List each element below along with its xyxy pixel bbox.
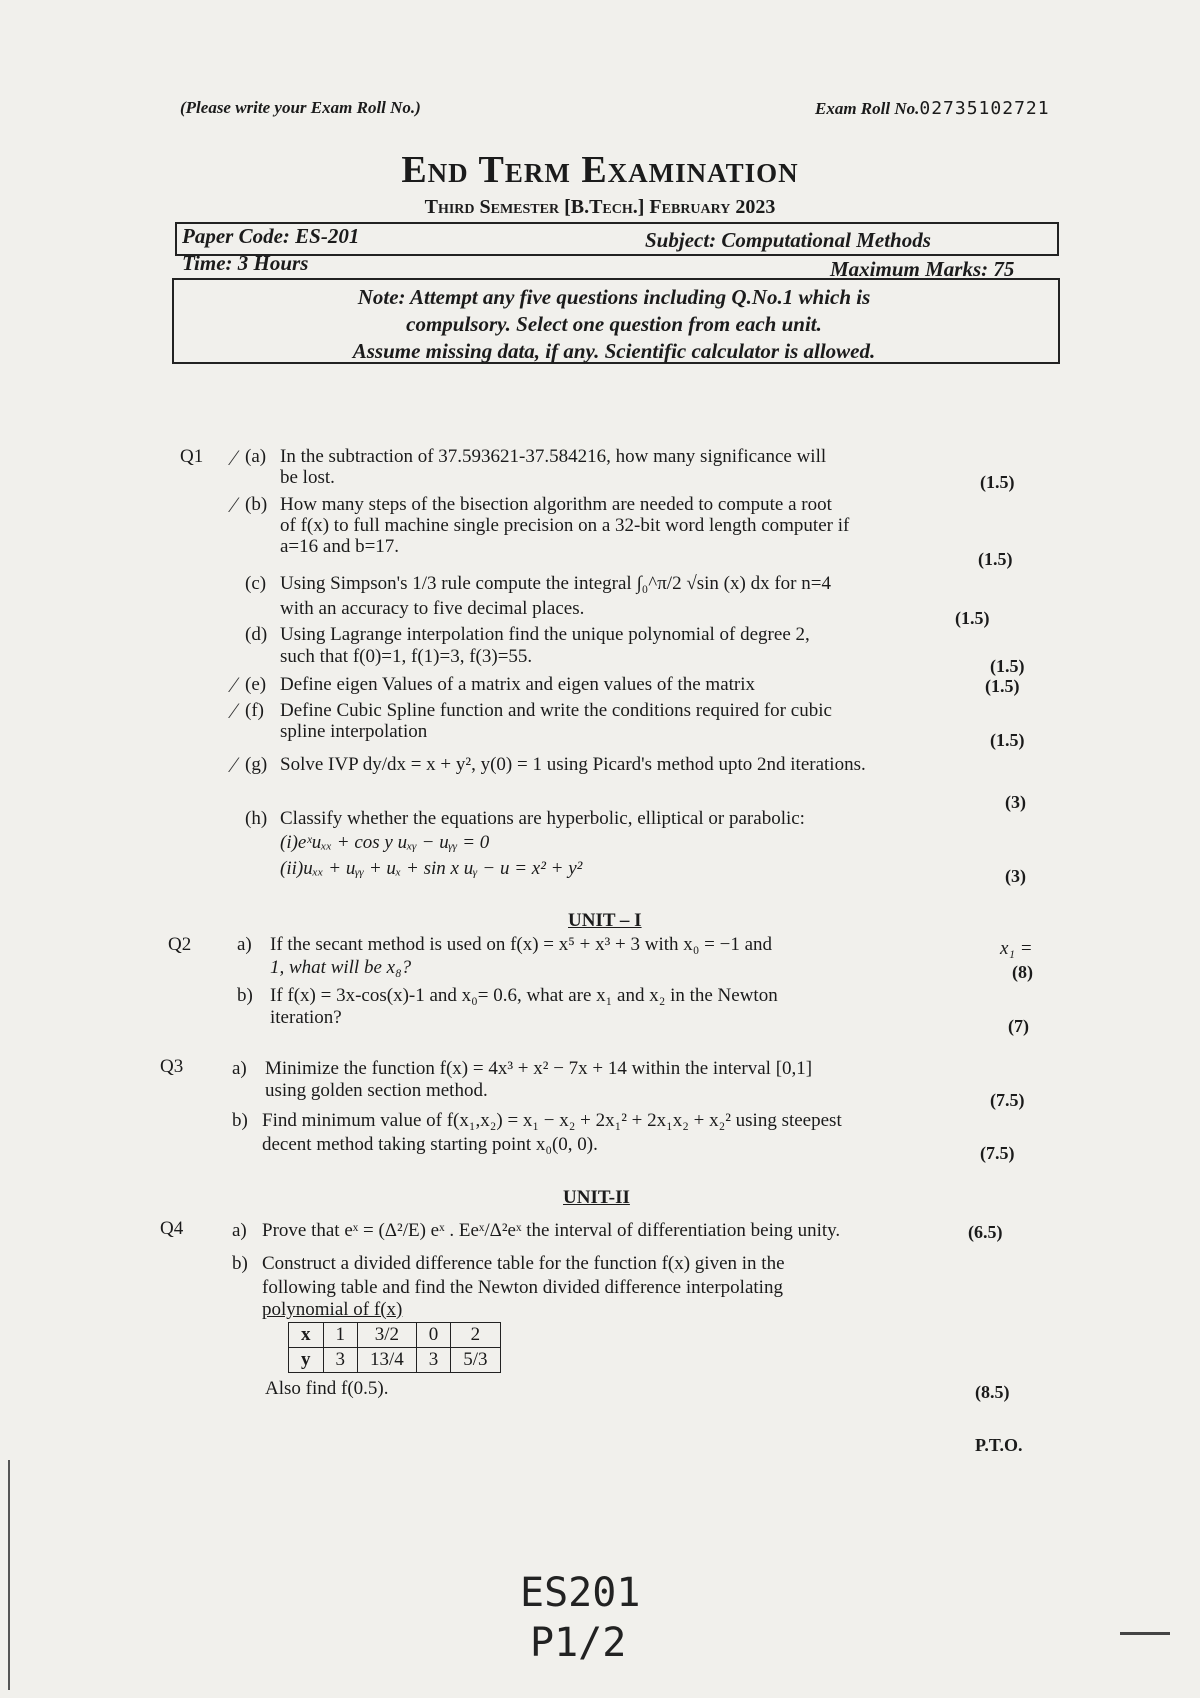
q3a-line-1: Minimize the function f(x) = 4x³ + x² − 7x + 14 within the interval [0,1] bbox=[265, 1058, 813, 1079]
q2a-line-2: 1, what will be x₈? bbox=[270, 957, 412, 978]
q2b-marks: (7) bbox=[1008, 1016, 1029, 1036]
q4b-line-1: Construct a divided difference table for the function f(x) given in the bbox=[262, 1253, 785, 1274]
q4b-marks: (8.5) bbox=[975, 1382, 1010, 1402]
paper-code: Paper Code: ES-201 bbox=[182, 224, 360, 248]
q1g-label: (g) bbox=[245, 754, 268, 775]
roll-value: 02735102721 bbox=[919, 98, 1050, 119]
roll-label: Exam Roll No. bbox=[815, 99, 920, 118]
q1-number: Q1 bbox=[180, 446, 204, 467]
max-marks: Maximum Marks: 75 bbox=[830, 257, 1015, 281]
q1a-line-2: be lost. bbox=[280, 467, 335, 488]
q1b-line-3: a=16 and b=17. bbox=[280, 536, 400, 557]
subject: Subject: Computational Methods bbox=[645, 228, 931, 252]
q1f-line-2: spline interpolation bbox=[280, 721, 428, 742]
q3a-marks: (7.5) bbox=[990, 1090, 1025, 1110]
q1c-line-2: with an accuracy to five decimal places. bbox=[280, 598, 585, 619]
q1h-marks: (3) bbox=[1005, 866, 1026, 886]
exam-roll-number bbox=[815, 98, 1050, 119]
q4a-label: a) bbox=[232, 1220, 247, 1241]
q4a-line-1: Prove that eˣ = (Δ²/E) eˣ . Eeˣ/Δ²eˣ the interval of differentiation being unity. bbox=[262, 1220, 841, 1241]
exam-subtitle: Third Semester [B.Tech.] February 2023 bbox=[424, 196, 776, 218]
q2b-label: b) bbox=[237, 985, 253, 1006]
pen-stroke bbox=[1120, 1632, 1170, 1635]
q3a-label: a) bbox=[232, 1058, 247, 1079]
exam-title: End Term Examination bbox=[401, 149, 799, 191]
q1h-line-3: (ii)uₓₓ + uᵧᵧ + uₓ + sin x uᵧ − u = x² + y² bbox=[280, 858, 583, 879]
table-header-x: x bbox=[289, 1323, 324, 1348]
table-cell: 0 bbox=[416, 1323, 451, 1348]
q1e-label: (e) bbox=[245, 674, 267, 695]
table-row-y bbox=[289, 1348, 501, 1373]
table-cell: 3 bbox=[416, 1348, 451, 1373]
q1g-marks: (3) bbox=[1005, 792, 1026, 812]
unit-1-heading: UNIT – I bbox=[568, 910, 642, 931]
exam-note bbox=[172, 284, 1056, 365]
table-header-y: y bbox=[289, 1348, 324, 1373]
table-row-x bbox=[289, 1323, 501, 1348]
q1b-line-1: How many steps of the bisection algorithm are needed to compute a root bbox=[280, 494, 832, 515]
q1e-marks: (1.5) bbox=[985, 676, 1020, 696]
table-cell: 3/2 bbox=[358, 1323, 417, 1348]
q1f-line-1: Define Cubic Spline function and write the conditions required for cubic bbox=[280, 700, 832, 721]
q1b-label: (b) bbox=[245, 494, 268, 515]
q3b-label: b) bbox=[232, 1110, 248, 1131]
q1f-label: (f) bbox=[245, 700, 264, 721]
q1c-label: (c) bbox=[245, 573, 267, 594]
roll-instruction: (Please write your Exam Roll No.) bbox=[180, 98, 421, 117]
q3a-line-2: using golden section method. bbox=[265, 1080, 488, 1101]
q2b-line-1: If f(x) = 3x-cos(x)-1 and x₀= 0.6, what are x₁ and x₂ in the Newton bbox=[270, 985, 778, 1006]
q1d-line-1: Using Lagrange interpolation find the unique polynomial of degree 2, bbox=[280, 624, 810, 645]
table-cell: 3 bbox=[323, 1348, 358, 1373]
q1h-label: (h) bbox=[245, 808, 268, 829]
q2a-label: a) bbox=[237, 934, 252, 955]
handwritten-page-number: P1/2 bbox=[530, 1620, 627, 1666]
q4b-line-2: following table and find the Newton divided difference interpolating bbox=[262, 1277, 783, 1298]
q1d-line-2: such that f(0)=1, f(1)=3, f(3)=55. bbox=[280, 646, 533, 667]
q1g-line-1: Solve IVP dy/dx = x + y², y(0) = 1 using Picard's method upto 2nd iterations. bbox=[280, 754, 866, 775]
q3b-line-1: Find minimum value of f(x₁,x₂) = x₁ − x₂ + 2x₁² + 2x₁x₂ + x₂² using steepest bbox=[262, 1110, 842, 1131]
table-cell: 1 bbox=[323, 1323, 358, 1348]
note-line-1: Note: Attempt any five questions including Q.No.1 which is bbox=[357, 285, 871, 309]
note-line-2: compulsory. Select one question from each unit. bbox=[406, 312, 822, 336]
q2a-marks: (8) bbox=[1012, 962, 1033, 982]
q1h-line-1: Classify whether the equations are hyperbolic, elliptical or parabolic: bbox=[280, 808, 805, 829]
handwritten-paper-code: ES201 bbox=[520, 1570, 641, 1616]
q2b-line-2: iteration? bbox=[270, 1007, 342, 1028]
q1c-marks: (1.5) bbox=[955, 608, 990, 628]
q1b-marks: (1.5) bbox=[978, 549, 1013, 569]
unit-2-heading: UNIT-II bbox=[563, 1187, 630, 1208]
q1d-marks: (1.5) bbox=[990, 656, 1025, 676]
table-cell: 5/3 bbox=[451, 1348, 500, 1373]
q2a-line-1: If the secant method is used on f(x) = x⁵ + x³ + 3 with x₀ = −1 and bbox=[270, 934, 773, 955]
q2-number: Q2 bbox=[168, 934, 192, 955]
q1h-line-2: (i)eˣuₓₓ + cos y uₓᵧ − uᵧᵧ = 0 bbox=[280, 832, 490, 853]
table-cell: 13/4 bbox=[358, 1348, 417, 1373]
pen-tick-mark: ⁄ bbox=[232, 445, 236, 470]
q4b-line-3: polynomial of f(x) bbox=[262, 1299, 403, 1320]
note-line-3: Assume missing data, if any. Scientific calculator is allowed. bbox=[352, 339, 876, 363]
pen-tick-mark: ⁄ bbox=[232, 672, 236, 697]
q4b-also: Also find f(0.5). bbox=[265, 1378, 389, 1399]
q1a-label: (a) bbox=[245, 446, 267, 467]
q4b-label: b) bbox=[232, 1253, 248, 1274]
q3-number: Q3 bbox=[160, 1056, 184, 1077]
q2a-tail: x₁ = bbox=[1000, 938, 1033, 959]
exam-time: Time: 3 Hours bbox=[182, 251, 309, 275]
pto-label: P.T.O. bbox=[975, 1435, 1023, 1455]
q1b-line-2: of f(x) to full machine single precision on a 32-bit word length computer if bbox=[280, 515, 850, 536]
q4-number: Q4 bbox=[160, 1218, 184, 1239]
data-table bbox=[288, 1322, 501, 1373]
q3b-marks: (7.5) bbox=[980, 1143, 1015, 1163]
q1c-line-1: Using Simpson's 1/3 rule compute the integral ∫₀^π/2 √sin (x) dx for n=4 bbox=[280, 573, 831, 594]
scan-edge-line bbox=[8, 1460, 10, 1690]
q1a-marks: (1.5) bbox=[980, 472, 1015, 492]
q1a-line-1: In the subtraction of 37.593621-37.584216, how many significance will bbox=[280, 446, 827, 467]
q1d-label: (d) bbox=[245, 624, 268, 645]
pen-tick-mark: ⁄ bbox=[232, 752, 236, 777]
q1f-marks: (1.5) bbox=[990, 730, 1025, 750]
q1e-line-1: Define eigen Values of a matrix and eigen values of the matrix bbox=[280, 674, 756, 695]
table-cell: 2 bbox=[451, 1323, 500, 1348]
pen-tick-mark: ⁄ bbox=[232, 698, 236, 723]
pen-tick-mark: ⁄ bbox=[232, 492, 236, 517]
q3b-line-2: decent method taking starting point x₀(0, 0). bbox=[262, 1134, 598, 1155]
q4a-marks: (6.5) bbox=[968, 1222, 1003, 1242]
